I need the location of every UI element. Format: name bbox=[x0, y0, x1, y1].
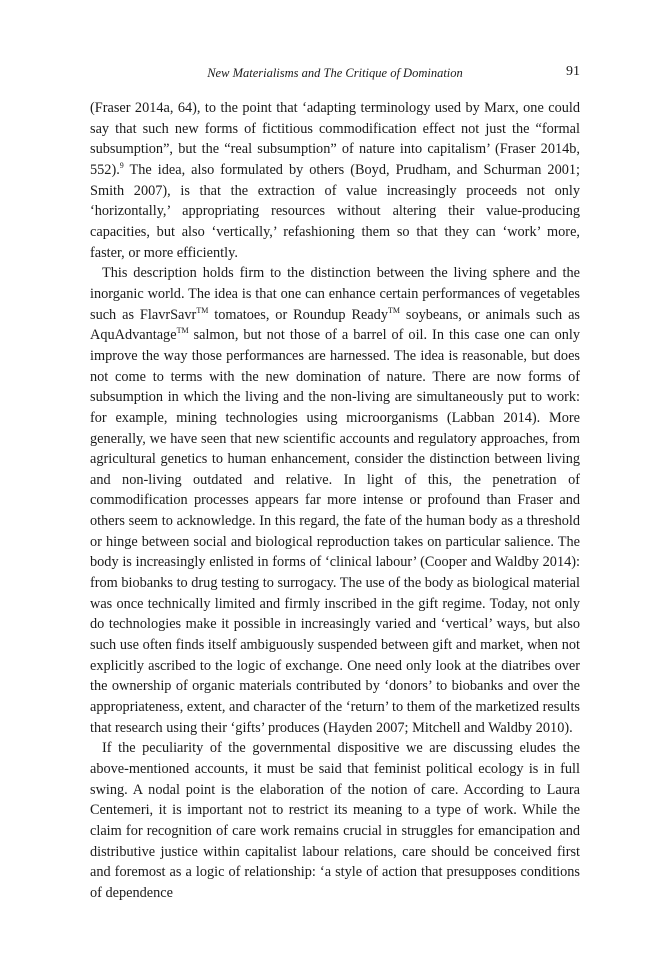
page-number: 91 bbox=[566, 64, 580, 79]
text-run: tomatoes, or Roundup Ready bbox=[208, 306, 388, 323]
text-run: soybeans, or animals such as AquAdvantage bbox=[90, 306, 580, 344]
text-run: (Fraser 2014a, 64), to the point that ‘adapting terminology used by Marx, one could say that such new forms of fictitious commodification effect not just the “formal subsumption”, but the “real subsumption” of nature into capitalism’ (Fraser 2014b, 552). bbox=[90, 100, 580, 178]
text-run: The idea, also formulated by others (Boyd, Prudham, and Schurman 2001; Smith 2007), is that the extraction of value increasingly proceeds not only ‘horizontally,’ appropriating resources without altering their value-producing capacities, but also ‘vertically,’ refashioning them so that they can ‘work’ more, faster, or more efficiently. bbox=[90, 161, 580, 261]
paragraph-p1 bbox=[90, 98, 580, 263]
running-title: New Materialisms and The Critique of Domination bbox=[207, 66, 463, 80]
book-page bbox=[90, 62, 580, 904]
paragraph-p2 bbox=[90, 263, 580, 738]
text-run: salmon, but not those of a barrel of oil. In this case one can only improve the way those performances are harnessed. The idea is reasonable, but does not come to terms with the new domination of nature. There are now forms of subsumption in which the living and the non-living are simultaneously put to work: for example, mining technologies using microorganisms (Labban 2014). More generally, we have seen that new scientific accounts and regulatory approaches, from agricultural genetics to human enhancement, consider the distinction between living and non-living outdated and relative. In light of this, the penetration of commodification processes appears far more intense or profound than Fraser and others seem to acknowledge. In this regard, the fate of the human body as a threshold or hinge between social and biological reproduction takes on particular salience. The body is increasingly enlisted in forms of ‘clinical labour’ (Cooper and Waldby 2014): from biobanks to drug testing to surrogacy. The use of the body as biological material was once technically limited and firmly inscribed in the gift regime. Today, not only do technologies make it possible in increasingly varied and ‘vertical’ ways, but also such use often finds itself ambiguously suspended between gift and market, when not explicitly ascribed to the logic of exchange. One need only look at the diatribes over the ownership of organic materials contributed by ‘donors’ to biobanks and over the appropriateness, extent, and character of the ‘return’ to them of the marketized results that research using their ‘gifts’ produces (Hayden 2007; Mitchell and Waldby 2010). bbox=[90, 327, 580, 736]
superscript: TM bbox=[387, 305, 400, 315]
superscript: TM bbox=[196, 305, 209, 315]
text-run: This description holds firm to the distinction between the living sphere and the inorganic world. The idea is that one can enhance certain performances of vegetables such as FlavrSavr bbox=[90, 265, 580, 323]
body-text bbox=[90, 98, 580, 904]
paragraph-p3 bbox=[90, 738, 580, 903]
text-run: If the peculiarity of the governmental dispositive we are discussing eludes the above-mentioned accounts, it must be said that feminist political ecology is in full swing. A nodal point is the elaboration of the notion of care. According to Laura Centemeri, it is important not to restrict its meaning to a type of work. While the claim for recognition of care work remains crucial in struggles for emancipation and distributive justice within capitalist labour relations, care should be conceived first and foremost as a logic of relationship: ‘a style of action that presupposes conditions of dependence bbox=[90, 740, 580, 901]
superscript: TM bbox=[176, 326, 189, 336]
superscript: 9 bbox=[119, 160, 124, 170]
running-header bbox=[90, 62, 580, 84]
